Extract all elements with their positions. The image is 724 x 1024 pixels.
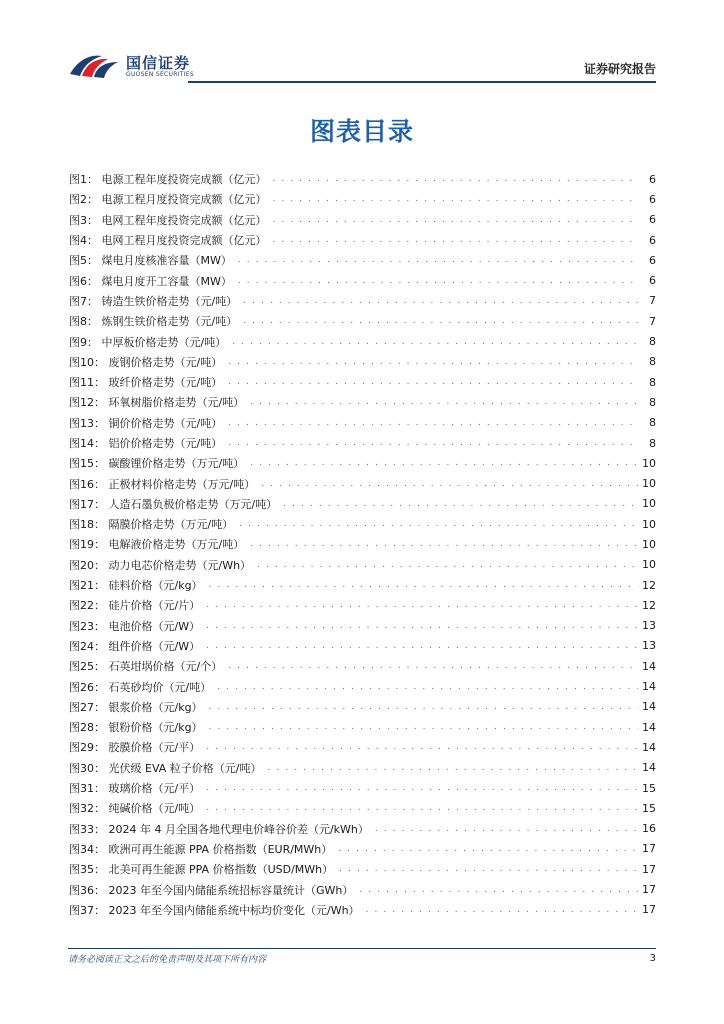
toc-entry-page[interactable]: 15: [642, 781, 656, 795]
toc-dot-leader: [206, 778, 638, 798]
toc-dot-leader: [338, 839, 638, 859]
toc-entry-page[interactable]: 10: [642, 517, 656, 531]
toc-entry-page[interactable]: 7: [649, 294, 656, 308]
toc-entry[interactable]: [69, 453, 656, 473]
toc-entry-page[interactable]: 8: [649, 395, 656, 409]
toc-entry-page[interactable]: 13: [642, 639, 656, 653]
toc-dot-leader: [239, 514, 638, 534]
toc-entry-label[interactable]: 图22： 硅片价格（元/片）: [69, 599, 201, 613]
toc-dot-leader: [273, 230, 639, 250]
toc-entry[interactable]: [69, 331, 656, 351]
toc-dot-leader: [232, 332, 638, 352]
toc-dot-leader: [250, 534, 638, 554]
toc-dot-leader: [228, 352, 638, 372]
toc-entry-page[interactable]: 10: [642, 497, 656, 511]
toc-entry-page[interactable]: 10: [642, 477, 656, 491]
toc-entry-label[interactable]: 图12： 环氧树脂价格走势（元/吨）: [69, 396, 245, 410]
toc-entry-label[interactable]: 图27： 银浆价格（元/kg）: [69, 700, 203, 714]
toc-dot-leader: [228, 656, 638, 676]
toc-entry[interactable]: [69, 189, 656, 209]
toc-entry-label[interactable]: 图25： 石英坩埚价格（元/个）: [69, 660, 223, 674]
toc-entry-label[interactable]: 图36： 2023 年至今国内储能系统招标容量统计（GWh）: [69, 883, 354, 897]
toc-entry[interactable]: [69, 616, 656, 636]
toc-entry-page[interactable]: 12: [642, 578, 656, 592]
toc-entry-page[interactable]: 6: [649, 172, 656, 186]
toc-entry-page[interactable]: 8: [649, 375, 656, 389]
toc-dot-leader: [273, 210, 639, 230]
toc-dot-leader: [261, 474, 638, 494]
toc-entry[interactable]: [69, 737, 656, 757]
toc-entry-page[interactable]: 14: [642, 740, 656, 754]
toc-dot-leader: [250, 453, 638, 473]
toc-dot-leader: [257, 555, 638, 575]
toc-entry-page[interactable]: 17: [642, 862, 656, 876]
toc-dot-leader: [268, 758, 639, 778]
toc-entry-label[interactable]: 图21： 硅料价格（元/kg）: [69, 579, 203, 593]
toc-dot-leader: [206, 737, 638, 757]
toc-entry-label[interactable]: 图35： 北美可再生能源 PPA 价格指数（USD/MWh）: [69, 863, 334, 877]
toc-entry[interactable]: [69, 534, 656, 554]
toc-entry-page[interactable]: 8: [649, 335, 656, 349]
toc-entry-label[interactable]: 图19： 电解液价格走势（万元/吨）: [69, 538, 245, 552]
toc-dot-leader: [366, 900, 638, 920]
toc-entry[interactable]: [69, 250, 656, 270]
toc-entry[interactable]: [69, 210, 656, 230]
toc-entry[interactable]: [69, 433, 656, 453]
toc-entry-label[interactable]: 图6： 煤电月度开工容量（MW）: [69, 274, 232, 288]
toc-entry[interactable]: [69, 717, 656, 737]
toc-dot-leader: [228, 372, 638, 392]
report-type-label: 证券研究报告: [583, 62, 656, 76]
logo-english-name: GUOSEN SECURITIES: [126, 71, 195, 78]
toc-dot-leader: [206, 798, 638, 818]
toc-entry-page[interactable]: 15: [642, 801, 656, 815]
toc-dot-leader: [238, 271, 638, 291]
toc-dot-leader: [228, 433, 638, 453]
toc-dot-leader: [243, 311, 638, 331]
toc-entry-label[interactable]: 图20： 动力电芯价格走势（元/Wh）: [69, 558, 252, 572]
toc-entry-page[interactable]: 14: [642, 700, 656, 714]
toc-dot-leader: [209, 717, 638, 737]
table-of-figures: [69, 169, 656, 920]
toc-entry[interactable]: [69, 270, 656, 290]
toc-entry[interactable]: [69, 879, 656, 899]
toc-entry-page[interactable]: 17: [642, 903, 656, 917]
page-header: [68, 48, 656, 84]
company-logo: [68, 48, 208, 84]
toc-entry-label[interactable]: 图4： 电网工程月度投资完成额（亿元）: [69, 234, 267, 248]
toc-entry-label[interactable]: 图8： 炼钢生铁价格走势（元/吨）: [69, 315, 238, 329]
toc-entry[interactable]: [69, 778, 656, 798]
toc-entry-label[interactable]: 图23： 电池价格（元/W）: [69, 619, 201, 633]
toc-dot-leader: [206, 595, 638, 615]
toc-entry-label[interactable]: 图16： 正极材料价格走势（万元/吨）: [69, 477, 256, 491]
toc-entry-page[interactable]: 10: [642, 456, 656, 470]
toc-entry[interactable]: [69, 372, 656, 392]
toc-entry[interactable]: [69, 676, 656, 696]
toc-dot-leader: [273, 169, 639, 189]
logo-chinese-name: 国信证券: [126, 54, 191, 72]
toc-entry-page[interactable]: 6: [649, 213, 656, 227]
toc-dot-leader: [228, 413, 638, 433]
toc-dot-leader: [209, 697, 638, 717]
toc-entry-label[interactable]: 图10： 废钢价格走势（元/吨）: [69, 355, 223, 369]
toc-entry-label[interactable]: 图17： 人造石墨负极价格走势（万元/吨）: [69, 497, 278, 511]
toc-entry-label[interactable]: 图31： 玻璃价格（元/平）: [69, 782, 201, 796]
toc-entry-page[interactable]: 8: [649, 355, 656, 369]
toc-dot-leader: [217, 677, 638, 697]
footer-disclaimer: 请务必阅读正文之后的免责声明及其项下所有内容: [68, 955, 267, 965]
toc-dot-leader: [375, 819, 638, 839]
toc-entry[interactable]: [69, 230, 656, 250]
toc-entry-label[interactable]: 图32： 纯碱价格（元/吨）: [69, 802, 201, 816]
page-number: 3: [649, 953, 656, 964]
toc-entry-page[interactable]: 13: [642, 619, 656, 633]
toc-entry-label[interactable]: 图15： 碳酸锂价格走势（万元/吨）: [69, 457, 245, 471]
toc-entry-label[interactable]: 图1： 电源工程年度投资完成额（亿元）: [69, 173, 267, 187]
toc-entry-page[interactable]: 6: [649, 233, 656, 247]
toc-entry-page[interactable]: 6: [649, 192, 656, 206]
toc-entry[interactable]: [69, 595, 656, 615]
toc-entry-label[interactable]: 图18： 隔膜价格走势（万元/吨）: [69, 518, 234, 532]
toc-entry-page[interactable]: 8: [649, 416, 656, 430]
toc-entry-page[interactable]: 16: [642, 822, 656, 836]
toc-entry-label[interactable]: 图33： 2024 年 4 月全国各地代理电价峰谷价差（元/kWh）: [69, 822, 369, 836]
toc-entry[interactable]: [69, 352, 656, 372]
toc-entry[interactable]: [69, 900, 656, 920]
toc-entry[interactable]: [69, 494, 656, 514]
toc-entry[interactable]: [69, 697, 656, 717]
toc-entry-page[interactable]: 8: [649, 436, 656, 450]
toc-entry[interactable]: [69, 758, 656, 778]
toc-entry-label[interactable]: 图13： 铜价价格走势（元/吨）: [69, 416, 223, 430]
toc-entry[interactable]: [69, 798, 656, 818]
toc-entry-page[interactable]: 10: [642, 558, 656, 572]
toc-entry[interactable]: [69, 575, 656, 595]
toc-entry[interactable]: [69, 859, 656, 879]
toc-entry-label[interactable]: 图26： 石英砂均价（元/吨）: [69, 680, 212, 694]
toc-entry-label[interactable]: 图28： 银粉价格（元/kg）: [69, 721, 203, 735]
toc-dot-leader: [206, 616, 638, 636]
toc-entry-label[interactable]: 图24： 组件价格（元/W）: [69, 639, 201, 653]
toc-entry-label[interactable]: 图34： 欧洲可再生能源 PPA 价格指数（EUR/MWh）: [69, 842, 333, 856]
toc-entry[interactable]: [69, 291, 656, 311]
toc-entry-label[interactable]: 图11： 玻纤价格走势（元/吨）: [69, 376, 223, 390]
toc-entry-label[interactable]: 图37： 2023 年至今国内储能系统中标均价变化（元/Wh）: [69, 903, 360, 917]
toc-entry[interactable]: [69, 413, 656, 433]
toc-entry[interactable]: [69, 311, 656, 331]
toc-dot-leader: [206, 636, 638, 656]
toc-entry-label[interactable]: 图30： 光伏级 EVA 粒子价格（元/吨）: [69, 761, 262, 775]
toc-entry[interactable]: [69, 656, 656, 676]
toc-entry[interactable]: [69, 636, 656, 656]
toc-entry[interactable]: [69, 169, 656, 189]
toc-entry[interactable]: [69, 839, 656, 859]
toc-dot-leader: [283, 494, 638, 514]
toc-dot-leader: [238, 250, 638, 270]
toc-entry-page[interactable]: 6: [649, 253, 656, 267]
toc-entry-label[interactable]: 图14： 铝价价格走势（元/吨）: [69, 437, 223, 450]
toc-dot-leader: [250, 392, 638, 412]
toc-entry-page[interactable]: 14: [642, 659, 656, 673]
toc-entry[interactable]: [69, 514, 656, 534]
toc-dot-leader: [359, 880, 638, 900]
toc-entry-page[interactable]: 7: [649, 314, 656, 328]
toc-entry-page[interactable]: 6: [649, 274, 656, 288]
page-title: 图表目录: [309, 117, 414, 146]
toc-dot-leader: [243, 291, 638, 311]
footer-divider: [68, 948, 656, 949]
header-divider: [188, 81, 656, 83]
toc-dot-leader: [273, 189, 639, 209]
toc-entry-label[interactable]: 图7： 铸造生铁价格走势（元/吨）: [69, 294, 238, 308]
toc-dot-leader: [209, 575, 638, 595]
toc-entry-label[interactable]: 图9： 中厚板价格走势（元/吨）: [69, 335, 227, 349]
toc-entry-label[interactable]: 图2： 电源工程月度投资完成额（亿元）: [69, 193, 267, 207]
toc-dot-leader: [339, 859, 638, 879]
toc-entry[interactable]: [69, 392, 656, 412]
toc-entry-label[interactable]: 图5： 煤电月度核准容量（MW）: [69, 254, 232, 268]
toc-entry-page[interactable]: 14: [642, 761, 656, 775]
toc-entry-page[interactable]: 14: [642, 720, 656, 734]
toc-entry-page[interactable]: 12: [642, 598, 656, 612]
toc-entry[interactable]: [69, 555, 656, 575]
toc-entry-page[interactable]: 17: [642, 883, 656, 897]
toc-entry-page[interactable]: 17: [642, 842, 656, 856]
toc-entry-page[interactable]: 14: [642, 680, 656, 694]
toc-entry-page[interactable]: 10: [642, 537, 656, 551]
toc-entry[interactable]: [69, 819, 656, 839]
logo-mark-icon: [68, 50, 122, 80]
toc-entry-label[interactable]: 图3： 电网工程年度投资完成额（亿元）: [69, 213, 267, 227]
toc-entry[interactable]: [69, 473, 656, 493]
toc-entry-label[interactable]: 图29： 胶膜价格（元/平）: [69, 741, 201, 755]
